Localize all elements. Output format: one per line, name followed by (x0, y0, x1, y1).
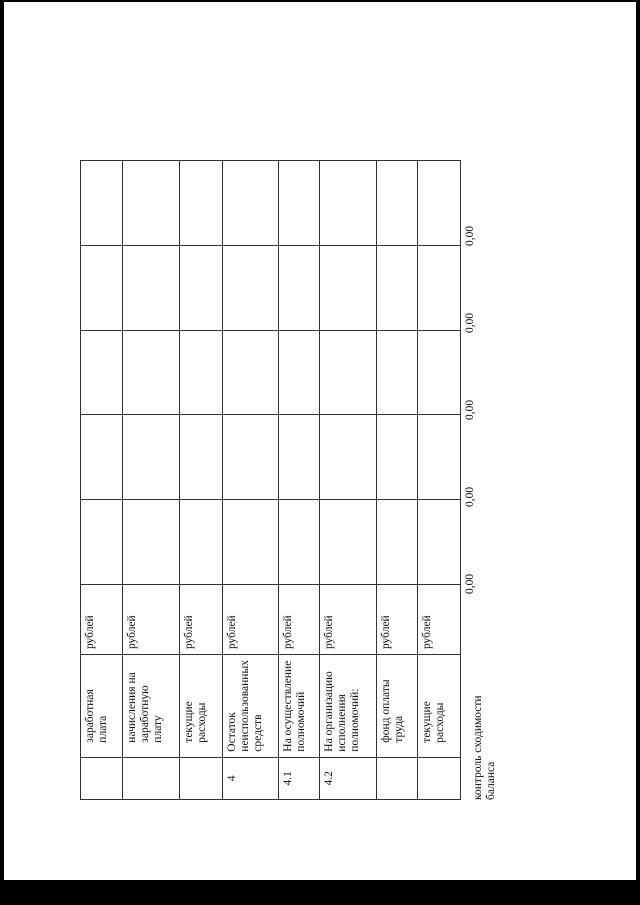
value-cell (320, 500, 377, 585)
row-number (180, 757, 223, 799)
row-unit: рублей (279, 584, 320, 654)
row-number (81, 757, 123, 799)
value-cell (81, 245, 123, 330)
value-cell (223, 330, 279, 415)
total-value: 0,00 (464, 486, 476, 507)
row-number: 4.1 (279, 757, 320, 799)
value-cell (123, 500, 180, 585)
value-cell (123, 161, 180, 246)
value-cell (320, 330, 377, 415)
value-cell (377, 415, 418, 500)
row-unit: рублей (418, 584, 461, 654)
row-name: текущие расходы (180, 655, 223, 758)
total-value: 0,00 (464, 312, 476, 333)
row-unit: рублей (81, 584, 123, 654)
value-cell (81, 500, 123, 585)
row-number (377, 757, 418, 799)
value-cell (279, 161, 320, 246)
table-row (81, 161, 123, 800)
value-cell (123, 415, 180, 500)
scan-edge-bar (0, 880, 640, 905)
row-name: текущие расходы (418, 655, 461, 758)
value-cell (320, 245, 377, 330)
value-cell (223, 500, 279, 585)
row-name: заработная плата (81, 655, 123, 758)
value-cell (377, 330, 418, 415)
value-cell (320, 415, 377, 500)
value-cell (279, 500, 320, 585)
value-cell (180, 330, 223, 415)
table-row (180, 161, 223, 800)
total-value: 0,00 (464, 399, 476, 420)
table-row (223, 161, 279, 800)
value-cell (377, 500, 418, 585)
rotated-sheet (80, 160, 500, 800)
table-row (418, 161, 461, 800)
value-cell (279, 415, 320, 500)
value-cell (223, 415, 279, 500)
row-unit: рублей (377, 584, 418, 654)
row-name: начисления на заработную плату (123, 655, 180, 758)
value-cell (223, 161, 279, 246)
value-cell (418, 161, 461, 246)
value-cell (180, 245, 223, 330)
value-cell (123, 330, 180, 415)
value-cell (81, 415, 123, 500)
row-number: 4 (223, 757, 279, 799)
row-number (123, 757, 180, 799)
value-cell (180, 415, 223, 500)
value-cell (377, 245, 418, 330)
balance-table (80, 160, 461, 800)
row-unit: рублей (123, 584, 180, 654)
total-value: 0,00 (464, 225, 476, 246)
value-cell (123, 245, 180, 330)
row-unit: рублей (320, 584, 377, 654)
value-cell (180, 161, 223, 246)
value-cell (81, 330, 123, 415)
table-row (320, 161, 377, 800)
row-name: Остаток неиспользованных средств (223, 655, 279, 758)
table-row (279, 161, 320, 800)
value-cell (279, 245, 320, 330)
value-cell (279, 330, 320, 415)
row-name: фонд оплаты труда (377, 655, 418, 758)
value-cell (418, 500, 461, 585)
row-number (418, 757, 461, 799)
row-unit: рублей (223, 584, 279, 654)
value-cell (180, 500, 223, 585)
balance-check-label: контроль сходимости баланса (472, 695, 498, 800)
value-cell (223, 245, 279, 330)
row-name: На организацию исполнения полномочий: (320, 655, 377, 758)
row-number: 4.2 (320, 757, 377, 799)
value-cell (377, 161, 418, 246)
value-cell (81, 161, 123, 246)
table-row (123, 161, 180, 800)
value-cell (320, 161, 377, 246)
table-row (377, 161, 418, 800)
value-cell (418, 415, 461, 500)
row-unit: рублей (180, 584, 223, 654)
total-value: 0,00 (464, 573, 476, 594)
value-cell (418, 245, 461, 330)
row-name: На осуществление полномочий (279, 655, 320, 758)
value-cell (418, 330, 461, 415)
